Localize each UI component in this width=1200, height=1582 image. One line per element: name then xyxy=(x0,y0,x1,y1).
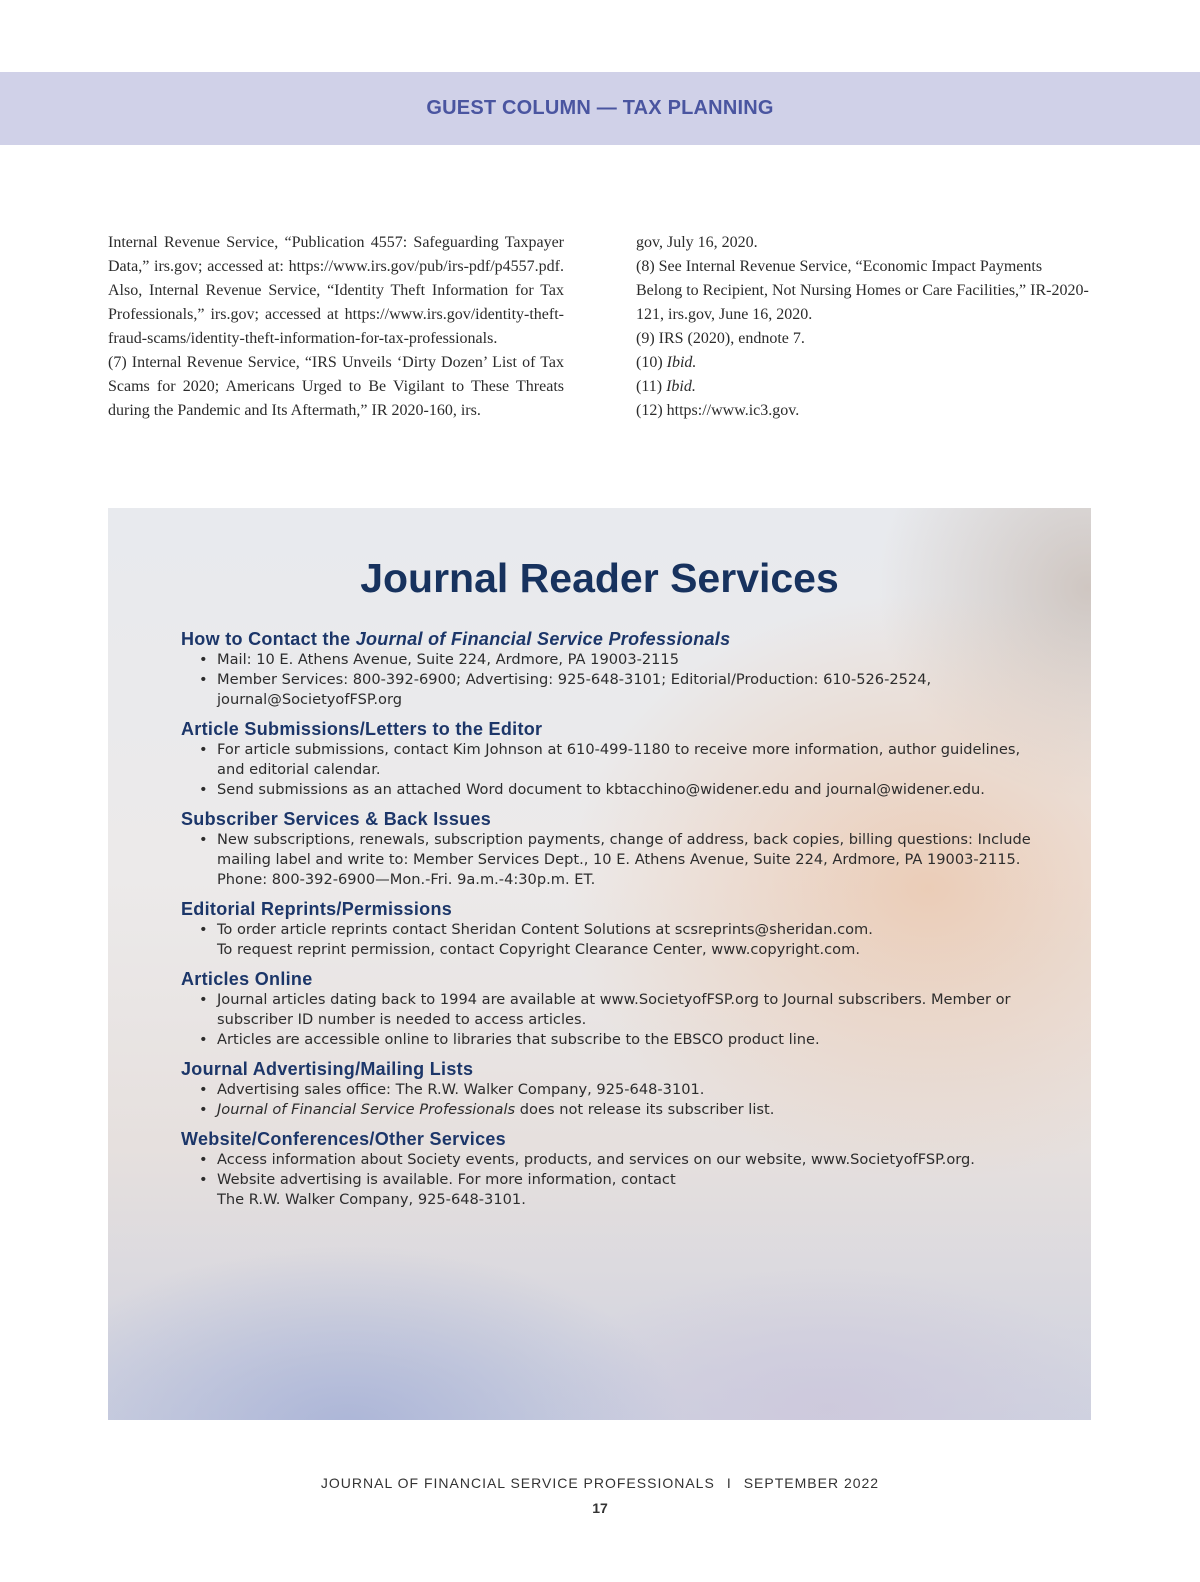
endnote-8: (8) See Internal Revenue Service, “Economic Impact Payments Belong to Recipient, Not Nursing Homes or Care Facilities,” IR-2020-121, irs.gov, June 16, 2020. xyxy=(636,258,1089,323)
endnote-11-number: (11) xyxy=(636,378,663,395)
section-advertising-list xyxy=(181,1080,1041,1120)
section-contact-heading xyxy=(181,628,1041,650)
section-submissions xyxy=(181,718,1041,800)
list-item: • New subscriptions, renewals, subscription payments, change of address, back copies, billing questions: Include mailing label and write to: Member Services Dept., 10 E. Athens Avenue, Suite 224, Ardmore, PA 19003-2115. Phone: 800-392-6900—Mon.-Fri. 9a.m.-4:30p.m. ET. xyxy=(217,830,1041,890)
section-website-list xyxy=(181,1150,1041,1210)
endnotes-left-column xyxy=(108,231,564,423)
section-reprints-list xyxy=(181,920,1041,960)
section-website-heading: Website/Conferences/Other Services xyxy=(181,1129,506,1149)
section-advertising-heading: Journal Advertising/Mailing Lists xyxy=(181,1059,474,1079)
list-item xyxy=(217,920,1041,960)
reader-services-panel xyxy=(108,508,1091,1420)
reprints-order-text: To order article reprints contact Sheridan Content Solutions at scsreprints@sheridan.com. xyxy=(217,921,873,938)
page-number: 17 xyxy=(592,1500,608,1516)
section-subscriber-list xyxy=(181,830,1041,890)
endnote-9: (9) IRS (2020), endnote 7. xyxy=(636,330,805,347)
website-advertising-text: Website advertising is available. For more information, contact xyxy=(217,1171,676,1188)
endnote-10-text: Ibid. xyxy=(666,354,697,371)
panel-title: Journal Reader Services xyxy=(360,555,839,601)
endnotes-right-column xyxy=(636,231,1092,423)
page-footer xyxy=(0,1475,1200,1491)
endnote-11 xyxy=(636,375,1092,399)
endnote-12: (12) https://www.ic3.gov. xyxy=(636,402,800,419)
section-articles-online xyxy=(181,968,1041,1050)
section-submissions-heading: Article Submissions/Letters to the Editor xyxy=(181,719,543,739)
reader-services-sections xyxy=(181,628,1041,1218)
section-subscriber xyxy=(181,808,1041,890)
section-articles-online-heading: Articles Online xyxy=(181,969,313,989)
list-item xyxy=(217,1100,1041,1120)
section-contact-list xyxy=(181,650,1041,710)
section-submissions-list xyxy=(181,740,1041,800)
section-header xyxy=(0,72,1200,145)
endnote-7-continued: gov, July 16, 2020. xyxy=(636,234,758,251)
section-contact-heading-prefix: How to Contact the xyxy=(181,629,356,649)
section-website xyxy=(181,1128,1041,1210)
endnote-10 xyxy=(636,351,1092,375)
list-item: • Send submissions as an attached Word document to kbtacchino@widener.edu and journal@widener.edu. xyxy=(217,780,1041,800)
website-advertising-contact: The R.W. Walker Company, 925-648-3101. xyxy=(217,1191,526,1208)
section-advertising xyxy=(181,1058,1041,1120)
section-articles-online-list xyxy=(181,990,1041,1050)
section-header-title: GUEST COLUMN — TAX PLANNING xyxy=(426,97,774,119)
endnote-7: (7) Internal Revenue Service, “IRS Unveils ‘Dirty Dozen’ List of Tax Scams for 2020; Americans Urged to Be Vigilant to These Threats during the Pandemic and Its Aftermath,” IR 2020-160, irs. xyxy=(108,354,564,419)
list-item: • Member Services: 800-392-6900; Advertising: 925-648-3101; Editorial/Production: 610-526-2524, journal@SocietyofFSP.org xyxy=(217,670,1041,710)
journal-name-italic: Journal of Financial Service Professionals xyxy=(217,1101,516,1118)
list-item: • For article submissions, contact Kim Johnson at 610-499-1180 to receive more information, author guidelines, and editorial calendar. xyxy=(217,740,1041,780)
list-item: • Journal articles dating back to 1994 are available at www.SocietyofFSP.org to Journal subscribers. Member or subscriber ID number is needed to access articles. xyxy=(217,990,1041,1030)
section-contact xyxy=(181,628,1041,710)
endnote-6-continued: Internal Revenue Service, “Publication 4557: Safeguarding Taxpayer Data,” irs.gov; accessed at: https://www.irs.gov/pub/irs-pdf/p4557.pdf. Also, Internal Revenue Service, “Identity Theft Information for Tax Professionals,” irs.gov; accessed at https://www.irs.gov/identity-theft-fraud-scams/identity-theft-information-for-tax-professionals. xyxy=(108,234,564,347)
list-item: • Mail: 10 E. Athens Avenue, Suite 224, Ardmore, PA 19003-2115 xyxy=(217,650,1041,670)
list-item xyxy=(217,1170,1041,1210)
section-reprints-heading: Editorial Reprints/Permissions xyxy=(181,899,453,919)
section-subscriber-heading: Subscriber Services & Back Issues xyxy=(181,809,492,829)
footer-date: SEPTEMBER 2022 xyxy=(743,1475,880,1491)
endnote-11-text: Ibid. xyxy=(666,378,696,395)
subscriber-list-text: does not release its subscriber list. xyxy=(515,1101,775,1118)
section-contact-heading-journal: Journal of Financial Service Professionals xyxy=(355,629,731,649)
section-reprints xyxy=(181,898,1041,960)
list-item: • Access information about Society events, products, and services on our website, www.SocietyofFSP.org. xyxy=(217,1150,1041,1170)
list-item: • Articles are accessible online to libraries that subscribe to the EBSCO product line. xyxy=(217,1030,1041,1050)
footer-separator: I xyxy=(726,1475,732,1491)
list-item: • Advertising sales office: The R.W. Walker Company, 925-648-3101. xyxy=(217,1080,1041,1100)
endnote-10-number: (10) xyxy=(636,354,663,371)
footer-journal-name: JOURNAL OF FINANCIAL SERVICE PROFESSIONALS xyxy=(320,1475,715,1491)
reprints-permission-text: To request reprint permission, contact Copyright Clearance Center, www.copyright.com. xyxy=(217,941,860,958)
